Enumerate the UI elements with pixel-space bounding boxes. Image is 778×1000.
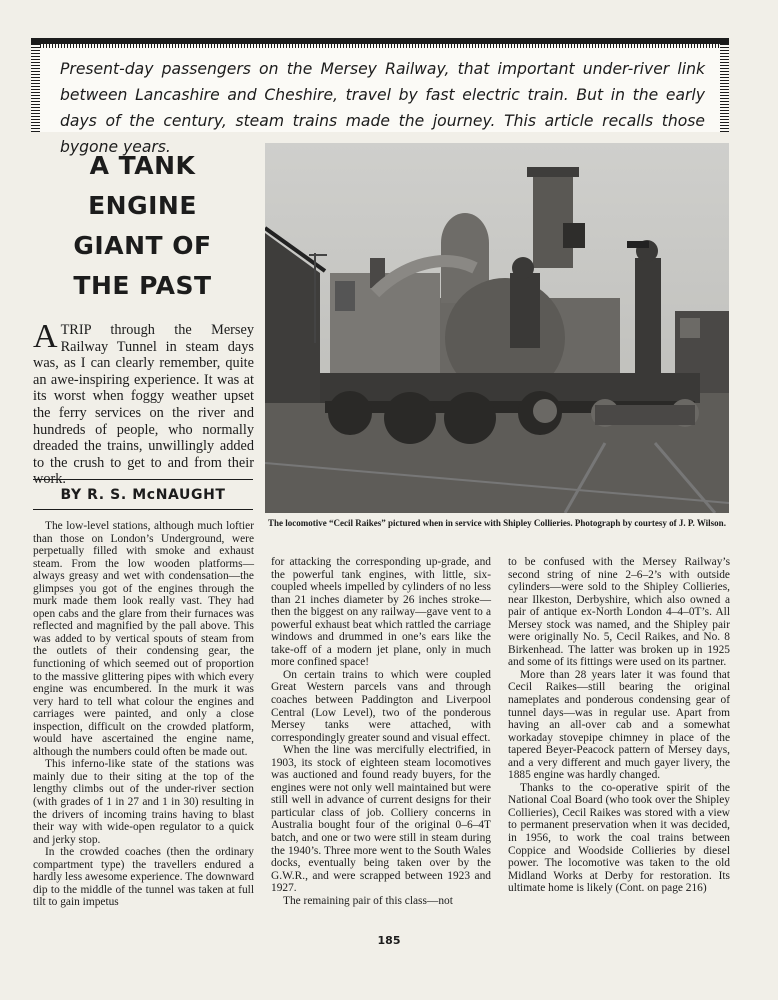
column-1 <box>33 520 254 909</box>
paragraph: for attacking the corresponding up-grade, and the powerful tank engines, with little, six-coupled wheels impelled by cylinders of no less than 21 inches diameter by 26 inches stroke—then the biggest on any railway—gave vent to a powerful exhaust beat which rattled the carriage windows and drummed in one’s ears like the take-off of a modern jet plane, only in much more confined space! <box>271 556 491 669</box>
intro-border-right <box>720 44 729 132</box>
headline-line-4: THE PAST <box>73 271 212 300</box>
article-headline <box>40 146 245 306</box>
byline-rule-top <box>33 479 253 480</box>
paragraph: More than 28 years later it was found that Cecil Raikes—still bearing the original nameplates and ponderous condensing gear of tunnel days—was in regular use. Apart from having an all-over cab and a somewhat workaday stovepipe chimney in place of the tapered Beyer-Peacock pattern of Mersey days, and a very different and much gayer livery, the 1885 engine was hardly changed. <box>508 668 730 782</box>
intro-text: Present-day passengers on the Mersey Railway, that important under-river link between Lancashire and Cheshire, travel by fast electric train. But in the early days of the century, steam trains made the journey. This article recalls those bygone years. <box>60 60 705 156</box>
drop-cap: A <box>33 318 58 355</box>
lead-text: TRIP through the Mersey Railway Tunnel in steam days was, as I can clearly remember, quite an awe-inspiring experience. It was at its worst when foggy weather upset the ferry services on the river and hundreds of people, who normally dreaded the trains, unwillingly added to the crush to get to and from their work. <box>33 322 254 488</box>
headline-line-2: ENGINE <box>88 191 197 220</box>
intro-border-top <box>31 44 729 48</box>
paragraph: Thanks to the co-operative spirit of the National Coal Board (who took over the Shipley Collieries), Cecil Raikes was stored with a view to permanent preservation when it was decided, in 1956, to work the coal trains between Coppice and Woodside Collieries by diesel power. The locomotive was taken to the old Midland Works at Derby for restoration. Its ultimate home is likely (Cont. on page 216) <box>508 781 730 895</box>
paragraph: In the crowded coaches (then the ordinary compartment type) the travellers endured a hardly less awesome experience. The downward dip to the middle of the tunnel was taken at full tilt to gain impetus <box>33 846 254 909</box>
column-2 <box>271 556 491 907</box>
paragraph: This inferno-like state of the stations was mainly due to their siting at the top of the lengthy climbs out of the under-river section (with grades of 1 in 27 and 1 in 30) resulting in the drivers of incoming trains having to blast their way with wide-open regulator to a quick and jerky stop. <box>33 758 254 846</box>
photo-caption: The locomotive “Cecil Raikes” pictured when in service with Shipley Collieries. Photograph by courtesy of J. P. Wilson. <box>268 518 726 528</box>
intro-border-left <box>31 44 40 132</box>
column-3 <box>508 556 730 895</box>
headline-line-3: GIANT OF <box>73 231 212 260</box>
paragraph: The remaining pair of this class—not <box>283 894 453 907</box>
lead-paragraph <box>33 318 254 488</box>
paragraph: When the line was mercifully electrified, in 1903, its stock of eighteen steam locomotives was auctioned and found ready buyers, for the engines were not only well maintained but were still well in advance of current designs for their particular class of job. Colliery concerns in Australia bought four of the original 0–6–4T batch, and one or two were still in steam during the 1940’s. Three more went to the South Wales docks, eventually being taken over by the G.W.R., and were scrapped between 1923 and 1927. <box>271 744 491 895</box>
paragraph: to be confused with the Mersey Railway’s second string of nine 2–6–2’s with outside cylinders—were sold to the Shipley Collieries, near Ilkeston, Derbyshire, which also owned a pair of antique ex-North London 4–4–0T’s. All Mersey stock was named, and the Shipley pair were originally No. 5, Cecil Raikes, and No. 8 Birkenhead. The latter was broken up in 1925 and some of its fittings were used on its partner. <box>508 556 730 669</box>
intro-box <box>31 38 729 156</box>
paragraph: The low-level stations, although much loftier than those on London’s Underground, were perpetually filled with smoke and exhaust steam. From the low wooden platforms—always greasy and wet with condensation—the glimpses you got of the engines through the murk made them look really vast. They had open cabs and the glare from their furnaces was reflected and magnified by the pall above. This was added to by vertical spouts of steam from the outlets of their condensing gear, the functioning of which seemed out of proportion to the massive glittering pipes with which every engine was encumbered. In the murk it was very hard to tell what colour the engines and carriages were painted, and only a close inspection, difficult on the crowded platform, would have ascertained the engine name, although the numbers could often be made out. <box>33 520 254 758</box>
paragraph: On certain trains to which were coupled Great Western parcels vans and through coaches between Paddington and Liverpool Central (Low Level), two of the ponderous Mersey tanks were attached, with correspondingly greater sound and visual effect. <box>271 668 491 744</box>
page-number: 185 <box>377 934 401 947</box>
byline: BY R. S. McNAUGHT <box>60 487 226 503</box>
byline-rule-bottom <box>33 509 253 510</box>
locomotive-photo <box>265 143 729 513</box>
headline-line-1: A TANK <box>89 151 196 180</box>
